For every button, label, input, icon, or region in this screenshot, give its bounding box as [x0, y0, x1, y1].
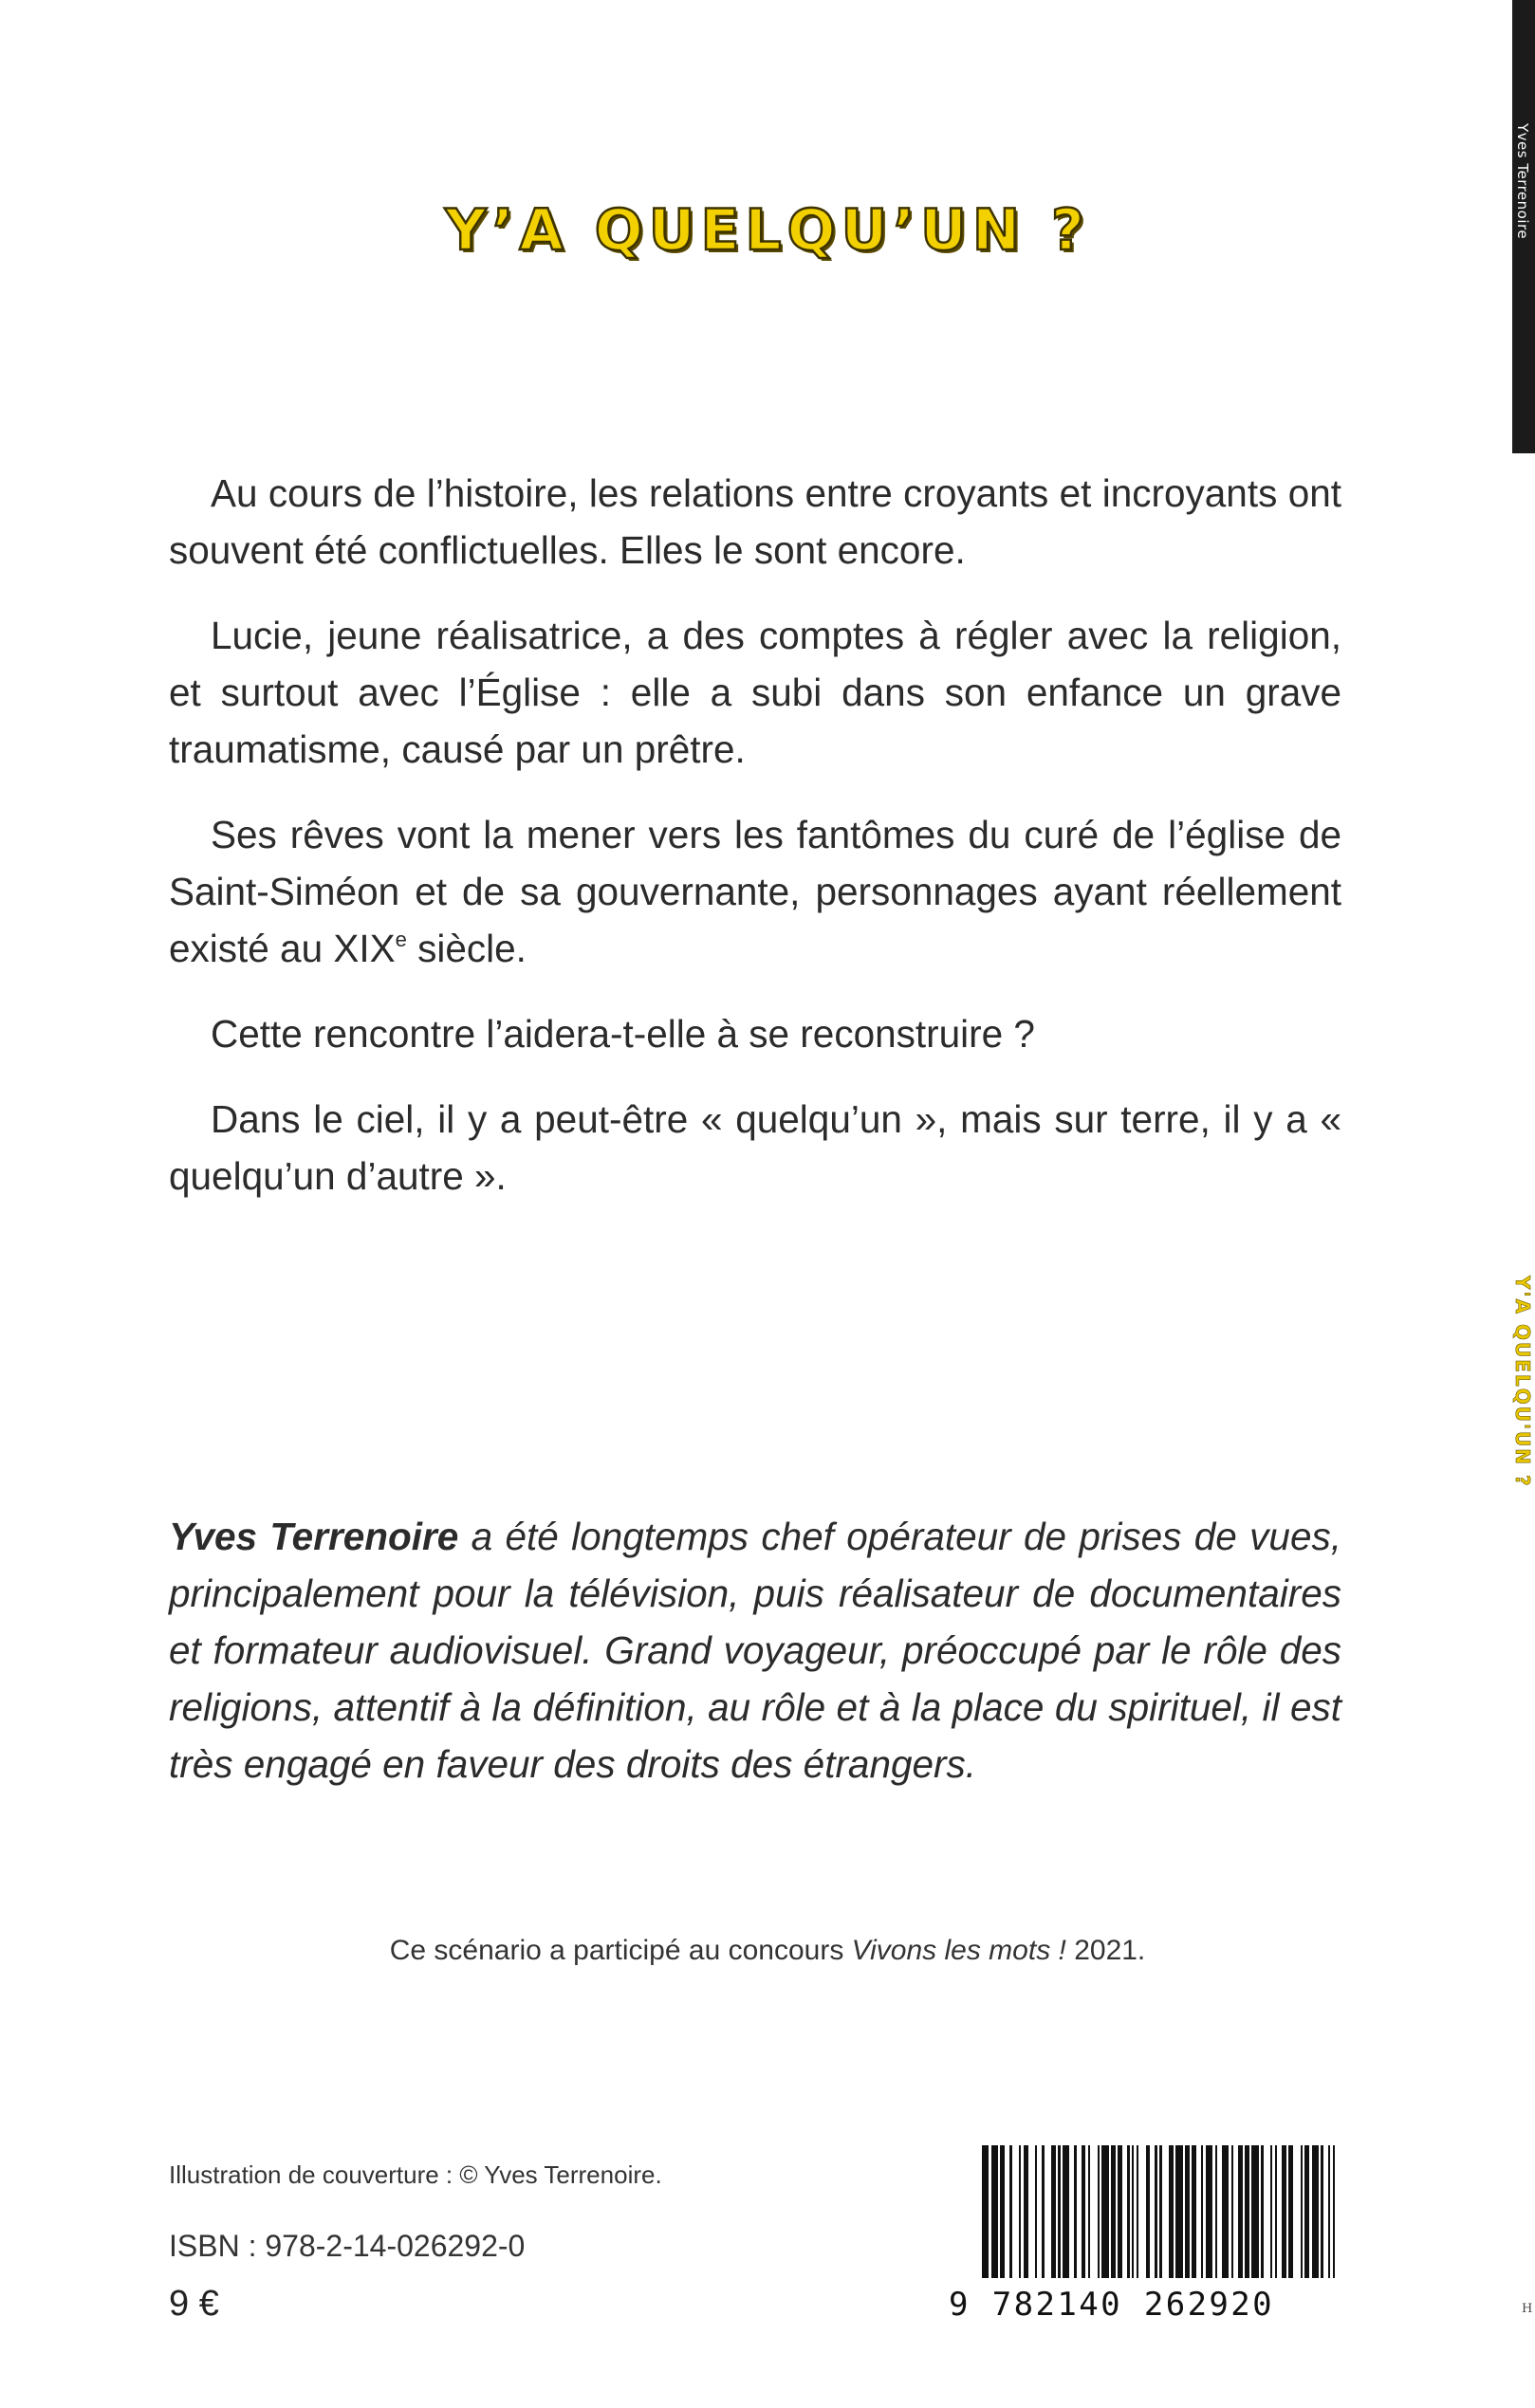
barcode-bar	[1333, 2145, 1335, 2278]
barcode-bar	[982, 2145, 989, 2278]
barcode-bar	[1175, 2145, 1182, 2278]
barcode-bar	[1185, 2145, 1190, 2278]
barcode-bar	[1231, 2145, 1233, 2278]
barcode-bar	[1251, 2145, 1258, 2278]
barcode-bar	[1304, 2145, 1309, 2278]
spine-author: Yves Terrenoire	[1514, 123, 1531, 240]
contest-before: Ce scénario a participé au concours	[389, 1935, 852, 1966]
barcode-bar	[1206, 2145, 1212, 2278]
barcode-bar	[1301, 2145, 1303, 2278]
barcode-bar	[1238, 2145, 1243, 2278]
summary-paragraph-2: Lucie, jeune réalisatrice, a des comptes à régler avec la religion, et surtout avec l’Église : elle a subi dans son enfance un grave traumatisme, causé par un prêtre.	[169, 614, 1341, 771]
barcode-bar	[1024, 2145, 1028, 2278]
barcode-bar	[1118, 2145, 1122, 2278]
barcode-bar	[1215, 2145, 1217, 2278]
summary	[169, 465, 1341, 1233]
barcode-bar	[1009, 2145, 1011, 2278]
barcode-bar	[1201, 2145, 1203, 2278]
barcode-bar	[1146, 2145, 1151, 2278]
barcode-bar	[1101, 2145, 1108, 2278]
barcode-bar	[1275, 2145, 1277, 2278]
summary-paragraph-1: Au cours de l’histoire, les relations entre croyants et incroyants ont souvent été conflictuelles. Elles le sont encore.	[169, 471, 1341, 572]
barcode-bar	[1132, 2145, 1134, 2278]
barcode-bar	[1111, 2145, 1116, 2278]
summary-paragraph-4: Cette rencontre l’aidera-t-elle à se reconstruire ?	[211, 1012, 1035, 1056]
barcode-bar	[1019, 2145, 1021, 2278]
contest-after: 2021.	[1065, 1935, 1146, 1966]
barcode-bar	[1328, 2145, 1330, 2278]
barcode-bar	[1000, 2145, 1005, 2278]
book-title: Y’A QUELQU’UN ?	[445, 197, 1090, 264]
edge-mark: H	[1522, 2302, 1533, 2316]
bio-text: a été longtemps chef opérateur de prises de vues, principalement pour la télévision, puis réalisateur de documentaires et formateur audiovisuel. Grand voyageur, préoccupé par le rôle des religions, attentif à la définition, au rôle et à la place du spirituel, il est très engagé en faveur des droits des étrangers.	[169, 1515, 1341, 1786]
barcode-bar	[1074, 2145, 1076, 2278]
summary-paragraph-3	[169, 806, 1341, 977]
summary-p3-end: siècle.	[406, 927, 527, 970]
contest-note	[0, 1935, 1535, 1967]
barcode-bar	[1192, 2145, 1196, 2278]
barcode-bar	[1155, 2145, 1156, 2278]
barcode-bar	[1088, 2145, 1090, 2278]
summary-paragraph-5: Dans le ciel, il y a peut-être « quelqu’un », mais sur terre, il y a « quelqu’un d’autre ».	[169, 1097, 1341, 1198]
barcode-bar	[1058, 2145, 1060, 2278]
barcode-bar	[1270, 2145, 1272, 2278]
illustration-credit: Illustration de couverture : © Yves Terrenoire.	[169, 2160, 662, 2189]
barcode	[982, 2145, 1335, 2295]
barcode-bar	[1098, 2145, 1100, 2278]
barcode-bar	[1137, 2145, 1138, 2278]
barcode-bar	[1288, 2145, 1293, 2278]
barcode-bar	[1063, 2145, 1069, 2278]
barcode-bar	[1042, 2145, 1044, 2278]
bio-author-name: Yves Terrenoire	[169, 1515, 459, 1558]
barcode-bar	[1051, 2145, 1056, 2278]
barcode-bar	[1222, 2145, 1229, 2278]
spine-title: Y'A QUELQU'UN ?	[1511, 1276, 1534, 1488]
barcode-bar	[1321, 2145, 1322, 2278]
barcode-digits: 9 782140 262920	[949, 2286, 1275, 2324]
barcode-bar	[1245, 2145, 1249, 2278]
summary-p3-text: Ses rêves vont la mener vers les fantômes du curé de l’église de Saint-Siméon et de sa gouvernante, personnages ayant réellement existé au XIX	[169, 813, 1341, 970]
barcode-bar	[1282, 2145, 1286, 2278]
isbn: ISBN : 978-2-14-026292-0	[169, 2229, 526, 2263]
contest-work: Vivons les mots !	[851, 1935, 1066, 1966]
barcode-bar	[1261, 2145, 1263, 2278]
barcode-bar	[1159, 2145, 1161, 2278]
price: 9 €	[169, 2284, 219, 2324]
author-bio	[169, 1508, 1341, 1792]
barcode-bar	[1169, 2145, 1174, 2278]
barcode-bar	[991, 2145, 998, 2278]
barcode-bar	[1127, 2145, 1129, 2278]
barcode-bar	[1082, 2145, 1086, 2278]
summary-p3-superscript: e	[395, 928, 407, 951]
barcode-bar	[1035, 2145, 1037, 2278]
barcode-bar	[1312, 2145, 1319, 2278]
